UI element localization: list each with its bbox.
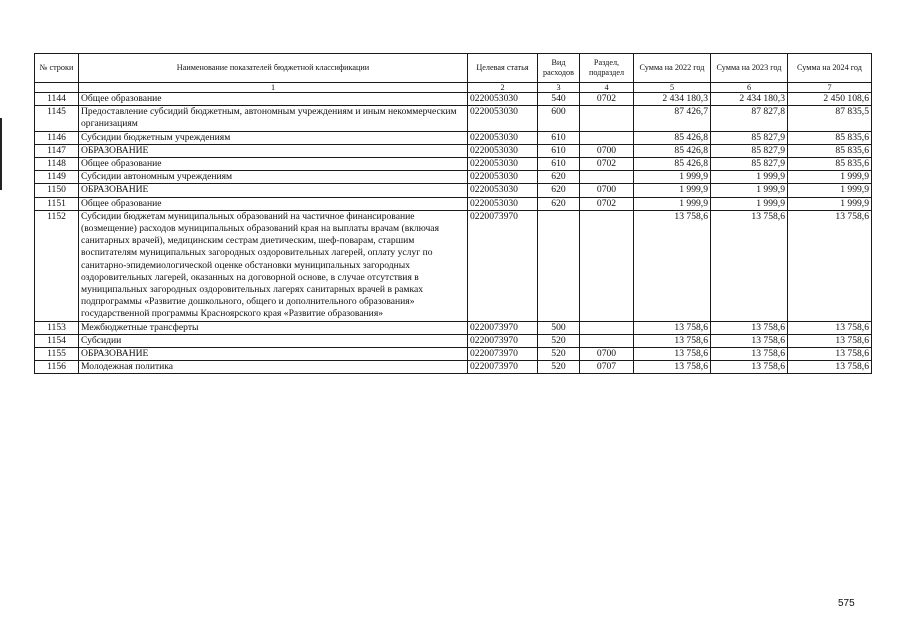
table-row — [35, 106, 872, 131]
row-sum-2023: 1 999,9 — [711, 171, 788, 184]
row-sum-2022: 1 999,9 — [634, 197, 711, 210]
row-target: 0220053030 — [468, 197, 538, 210]
row-target: 0220053030 — [468, 131, 538, 144]
row-number: 1152 — [35, 210, 79, 321]
table-row — [35, 93, 872, 106]
row-name: Общее образование — [79, 158, 468, 171]
row-sum-2023: 13 758,6 — [711, 210, 788, 321]
col-num-4: 3 — [538, 83, 580, 93]
row-sum-2024: 87 835,5 — [788, 106, 872, 131]
row-exp-type: 610 — [538, 131, 580, 144]
row-sum-2023: 13 758,6 — [711, 321, 788, 334]
row-target: 0220053030 — [468, 106, 538, 131]
col-num-1 — [35, 83, 79, 93]
table-row — [35, 321, 872, 334]
table-row — [35, 131, 872, 144]
budget-table — [34, 53, 872, 374]
row-sum-2022: 13 758,6 — [634, 210, 711, 321]
table-row — [35, 361, 872, 374]
row-section — [580, 321, 634, 334]
row-section: 0700 — [580, 184, 634, 197]
row-number: 1153 — [35, 321, 79, 334]
row-sum-2024: 1 999,9 — [788, 171, 872, 184]
row-sum-2023: 13 758,6 — [711, 361, 788, 374]
col-num-7: 6 — [711, 83, 788, 93]
row-name: ОБРАЗОВАНИЕ — [79, 184, 468, 197]
row-number: 1154 — [35, 334, 79, 347]
row-sum-2024: 85 835,6 — [788, 158, 872, 171]
row-target: 0220073970 — [468, 334, 538, 347]
row-name: Общее образование — [79, 93, 468, 106]
row-exp-type: 540 — [538, 93, 580, 106]
table-row — [35, 171, 872, 184]
row-sum-2022: 13 758,6 — [634, 348, 711, 361]
header-sum-2023: Сумма на 2023 год — [711, 54, 788, 83]
row-sum-2024: 13 758,6 — [788, 348, 872, 361]
row-sum-2024: 2 450 108,6 — [788, 93, 872, 106]
col-num-5: 4 — [580, 83, 634, 93]
row-sum-2023: 85 827,9 — [711, 131, 788, 144]
row-target: 0220053030 — [468, 144, 538, 157]
table-row — [35, 348, 872, 361]
row-number: 1150 — [35, 184, 79, 197]
row-exp-type — [538, 210, 580, 321]
header-row — [35, 54, 872, 83]
row-name: Межбюджетные трансферты — [79, 321, 468, 334]
header-sum-2022: Сумма на 2022 год — [634, 54, 711, 83]
row-exp-type: 520 — [538, 348, 580, 361]
row-target: 0220053030 — [468, 93, 538, 106]
row-number: 1149 — [35, 171, 79, 184]
row-section: 0702 — [580, 93, 634, 106]
row-sum-2024: 1 999,9 — [788, 184, 872, 197]
row-section: 0707 — [580, 361, 634, 374]
row-section — [580, 171, 634, 184]
row-sum-2023: 85 827,9 — [711, 144, 788, 157]
row-section — [580, 131, 634, 144]
row-name: Субсидии бюджетным учреждениям — [79, 131, 468, 144]
row-target: 0220073970 — [468, 348, 538, 361]
table-row — [35, 144, 872, 157]
row-sum-2023: 1 999,9 — [711, 197, 788, 210]
table-row — [35, 197, 872, 210]
row-name: Молодежная политика — [79, 361, 468, 374]
row-section: 0700 — [580, 348, 634, 361]
row-number: 1148 — [35, 158, 79, 171]
row-sum-2023: 87 827,8 — [711, 106, 788, 131]
row-sum-2024: 13 758,6 — [788, 321, 872, 334]
row-sum-2022: 87 426,7 — [634, 106, 711, 131]
page-number: 575 — [838, 598, 855, 609]
row-name: Субсидии — [79, 334, 468, 347]
header-section: Раздел, подраздел — [580, 54, 634, 83]
row-sum-2022: 13 758,6 — [634, 361, 711, 374]
row-name: ОБРАЗОВАНИЕ — [79, 348, 468, 361]
row-sum-2023: 13 758,6 — [711, 334, 788, 347]
column-number-row — [35, 83, 872, 93]
table-row — [35, 334, 872, 347]
row-section — [580, 334, 634, 347]
row-sum-2024: 13 758,6 — [788, 334, 872, 347]
row-sum-2022: 2 434 180,3 — [634, 93, 711, 106]
row-sum-2022: 13 758,6 — [634, 334, 711, 347]
row-exp-type: 610 — [538, 158, 580, 171]
row-sum-2022: 85 426,8 — [634, 131, 711, 144]
row-section — [580, 106, 634, 131]
row-name: Общее образование — [79, 197, 468, 210]
row-sum-2024: 85 835,6 — [788, 131, 872, 144]
col-num-8: 7 — [788, 83, 872, 93]
row-exp-type: 600 — [538, 106, 580, 131]
row-exp-type: 620 — [538, 171, 580, 184]
col-num-6: 5 — [634, 83, 711, 93]
row-number: 1155 — [35, 348, 79, 361]
row-exp-type: 620 — [538, 197, 580, 210]
row-number: 1144 — [35, 93, 79, 106]
row-target: 0220073970 — [468, 361, 538, 374]
row-sum-2023: 1 999,9 — [711, 184, 788, 197]
row-exp-type: 520 — [538, 334, 580, 347]
row-section — [580, 210, 634, 321]
table-row — [35, 184, 872, 197]
row-target: 0220053030 — [468, 184, 538, 197]
row-sum-2024: 85 835,6 — [788, 144, 872, 157]
row-name: Предоставление субсидий бюджетным, автономным учреждениям и иным некоммерческим организациям — [79, 106, 468, 131]
row-name: Субсидии автономным учреждениям — [79, 171, 468, 184]
row-sum-2023: 13 758,6 — [711, 348, 788, 361]
row-sum-2024: 13 758,6 — [788, 361, 872, 374]
row-target: 0220073970 — [468, 210, 538, 321]
row-target: 0220073970 — [468, 321, 538, 334]
header-name: Наименование показателей бюджетной классификации — [79, 54, 468, 83]
scan-edge-mark — [0, 118, 2, 190]
row-sum-2024: 13 758,6 — [788, 210, 872, 321]
row-section: 0702 — [580, 197, 634, 210]
row-exp-type: 610 — [538, 144, 580, 157]
row-target: 0220053030 — [468, 171, 538, 184]
header-row-no: № строки — [35, 54, 79, 83]
row-sum-2023: 85 827,9 — [711, 158, 788, 171]
row-name: Субсидии бюджетам муниципальных образований на частичное финансирование (возмещение) расходов муниципальных образований края на выплаты врачам (включая санитарных врачей), медицинским сестрам диетическим, шеф-поварам, старшим воспитателям муниципальных загородных оздоровительных лагерей, оплату услуг по санитарно-эпидемиологической оценке обстановки муниципальных загородных оздоровительных лагерей, оказанных на договорной основе, в случае отсутствия в муниципальных загородных оздоровительных лагерях санитарных врачей в рамках подпрограммы «Развитие дошкольного, общего и дополнительного образования» государственной программы Красноярского края «Развитие образования» — [79, 210, 468, 321]
row-sum-2022: 85 426,8 — [634, 144, 711, 157]
row-exp-type: 500 — [538, 321, 580, 334]
header-exp-type: Вид расходов — [538, 54, 580, 83]
row-number: 1151 — [35, 197, 79, 210]
row-number: 1145 — [35, 106, 79, 131]
row-exp-type: 520 — [538, 361, 580, 374]
row-sum-2023: 2 434 180,3 — [711, 93, 788, 106]
row-sum-2022: 1 999,9 — [634, 171, 711, 184]
row-sum-2024: 1 999,9 — [788, 197, 872, 210]
row-number: 1147 — [35, 144, 79, 157]
row-name: ОБРАЗОВАНИЕ — [79, 144, 468, 157]
row-section: 0700 — [580, 144, 634, 157]
row-sum-2022: 85 426,8 — [634, 158, 711, 171]
col-num-3: 2 — [468, 83, 538, 93]
header-target: Целевая статья — [468, 54, 538, 83]
row-section: 0702 — [580, 158, 634, 171]
row-number: 1146 — [35, 131, 79, 144]
header-sum-2024: Сумма на 2024 год — [788, 54, 872, 83]
col-num-2: 1 — [79, 83, 468, 93]
row-target: 0220053030 — [468, 158, 538, 171]
table-row — [35, 210, 872, 321]
row-number: 1156 — [35, 361, 79, 374]
row-sum-2022: 1 999,9 — [634, 184, 711, 197]
row-exp-type: 620 — [538, 184, 580, 197]
table-row — [35, 158, 872, 171]
row-sum-2022: 13 758,6 — [634, 321, 711, 334]
